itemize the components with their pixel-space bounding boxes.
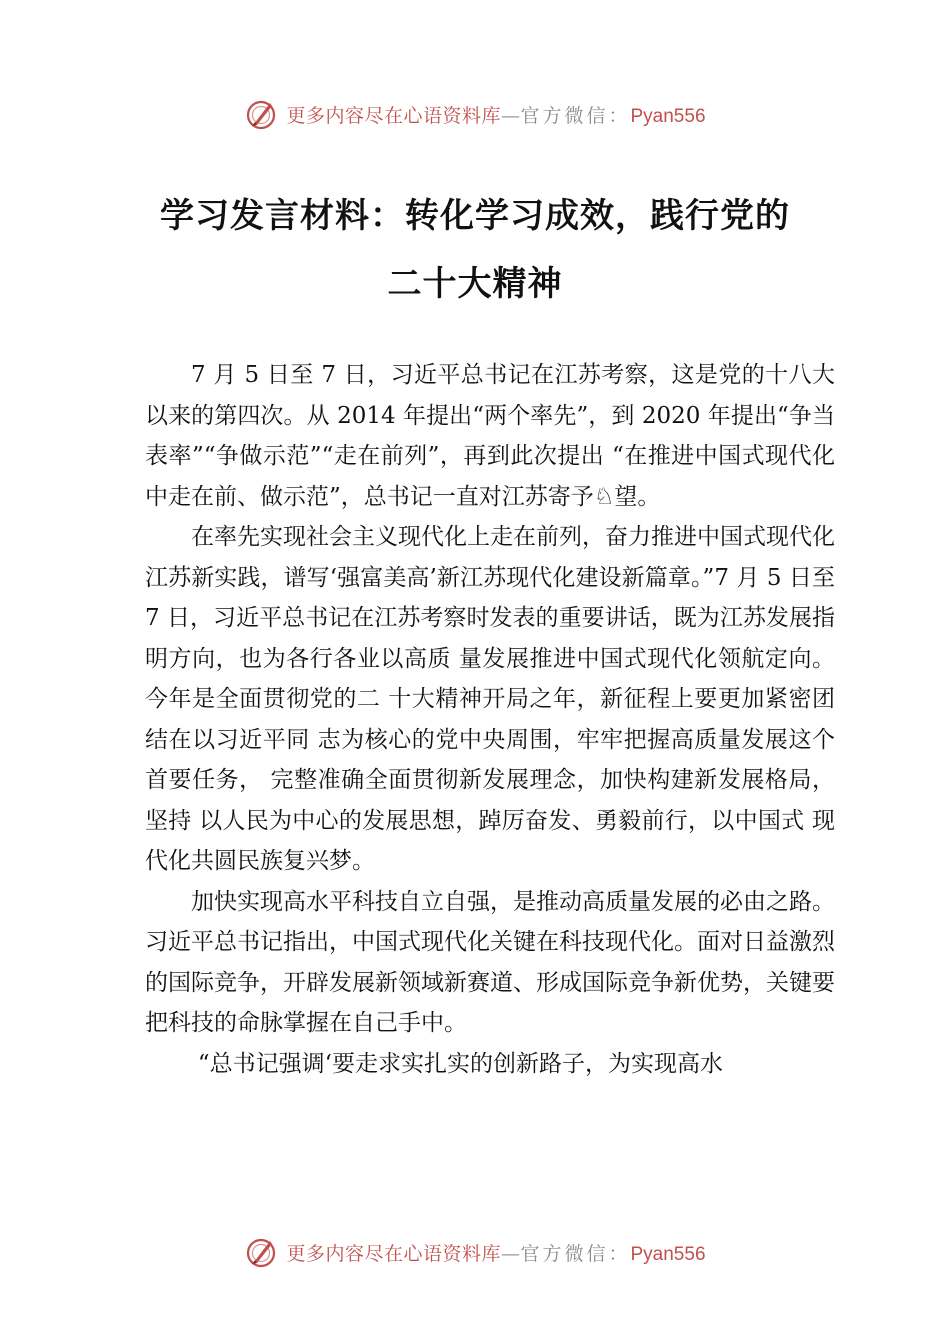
watermark-dash: — xyxy=(500,1242,521,1265)
document-title-line-1: 学习发言材料：转化学习成效，践行党的 xyxy=(160,196,790,236)
watermark-text xyxy=(286,101,705,128)
document-body xyxy=(145,355,835,1084)
paragraph-2: 在率先实现社会主义现代化上走在前列，奋力推进中国式现代化江苏新实践，谱写‘强富美高’新江苏现代化建设新篇章。”7 月 5 日至 7 日，习近平总书记在江苏考察时发表的重要讲话，既为江苏发展指明方向，也为各行各业以高质 量发展推进中国式现代化领航定向。今年是全面贯彻党的二 十大精神开局之年，新征程上要更加紧密团结在以习近平同 志为核心的党中央周围，牢牢把握高质量发展这个首要任务， 完整准确全面贯彻新发展理念，加快构建新发展格局，坚持 以人民为中心的发展思想，踔厉奋发、勇毅前行，以中国式 现代化共圆民族复兴梦。 xyxy=(145,524,835,874)
watermark-dash: — xyxy=(500,104,521,127)
watermark-prefix: 更多内容尽在心语资料库 xyxy=(286,104,501,127)
paragraph-4: “总书记强调‘要走求实扎实的创新路子，为实现高水 xyxy=(197,1050,723,1077)
document-title-line-2: 二十大精神 xyxy=(387,264,563,304)
watermark-handle: Pyan556 xyxy=(630,105,706,127)
footer-watermark xyxy=(0,1232,950,1272)
watermark-label: 官方微信： xyxy=(520,104,631,127)
paragraph-1: 7 月 5 日至 7 日，习近平总书记在江苏考察，这是党的十八大以来的第四次。从 2014 年提出“两个率先”，到 2020 年提出“争当表率”“争做示范”“走在前列”，再到此次提出 “在推进中国式现代化中走在前、做示范”，总书记一直对江苏寄予♘望。 xyxy=(145,362,835,510)
paragraph-3: 加快实现高水平科技自立自强，是推动高质量发展的必由之路。习近平总书记指出，中国式现代化关键在科技现代化。面对日益激烈的国际竞争，开辟发展新领域新赛道、形成国际竞争新优势，关键要把科技的命脉掌握在自己手中。 xyxy=(145,888,835,1036)
watermark-label: 官方微信： xyxy=(520,1242,631,1265)
watermark-text xyxy=(286,1239,705,1266)
header-watermark xyxy=(0,94,950,134)
watermark-handle: Pyan556 xyxy=(630,1243,706,1265)
watermark-prefix: 更多内容尽在心语资料库 xyxy=(286,1242,501,1265)
quill-pen-logo-icon xyxy=(244,1235,278,1269)
quill-pen-logo-icon xyxy=(244,97,278,131)
